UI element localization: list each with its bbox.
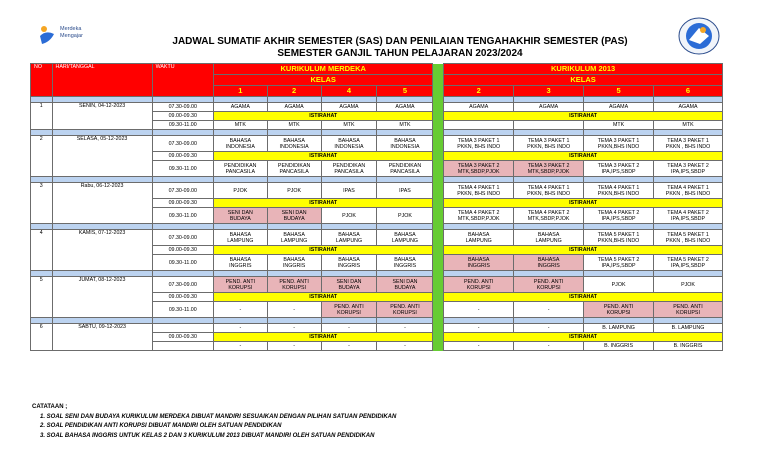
cell-line: BAHASA xyxy=(467,256,490,263)
schedule-cell xyxy=(267,161,321,177)
cell-line: IPA,IPS,SBDP xyxy=(601,215,636,222)
day-name: JUMAT, 08-12-2023 xyxy=(52,277,152,318)
cell-line: PEND. ANTI xyxy=(279,278,309,285)
schedule-cell: - xyxy=(213,324,267,333)
schedule-cell xyxy=(321,302,377,318)
kelas-number: 3 xyxy=(514,86,584,97)
cell-line: PKKN , BHS INDO xyxy=(665,143,711,150)
schedule-cell xyxy=(514,208,584,224)
day-name: SENIN, 04-12-2023 xyxy=(52,103,152,130)
cell-line: BUDAYA xyxy=(338,284,360,291)
schedule-cell xyxy=(321,255,377,271)
istirahat-label: ISTIRAHAT xyxy=(444,112,723,121)
time-slot: 07.30-09.00 xyxy=(152,183,213,199)
cell-line: TEMA 5 PAKET 1 xyxy=(597,231,640,238)
schedule-cell xyxy=(514,183,584,199)
schedule-cell xyxy=(377,161,433,177)
cell-line: BAHASA xyxy=(394,231,416,238)
divider xyxy=(433,112,444,121)
logo-text: Merdeka Mengajar xyxy=(60,26,83,39)
time-slot: 07.30-09.00 xyxy=(152,136,213,152)
schedule-cell: PJOK xyxy=(321,208,377,224)
schedule-cell xyxy=(584,302,654,318)
cell-line: LAMPUNG xyxy=(335,237,363,244)
cell-line: PKKN, BHS INDO xyxy=(527,143,571,150)
cell-line: PKKN, BHS INDO xyxy=(457,143,501,150)
time-slot xyxy=(152,324,213,333)
cell-line: KORUPSI xyxy=(228,284,253,291)
cell-line: INGGRIS xyxy=(337,262,361,269)
schedule-cell: IPAS xyxy=(377,183,433,199)
schedule-cell xyxy=(514,121,584,130)
header-kelas-2013: KELAS xyxy=(444,75,723,86)
schedule-cell: MTK xyxy=(213,121,267,130)
schedule-cell xyxy=(267,136,321,152)
schedule-cell: - xyxy=(321,342,377,351)
schedule-cell xyxy=(514,136,584,152)
time-slot: 09.00-09.30 xyxy=(152,293,213,302)
schedule-cell: PJOK xyxy=(213,183,267,199)
cell-line: INGGRIS xyxy=(229,262,252,269)
cell-line: TEMA 3 PAKET 2 xyxy=(527,162,570,169)
schedule-cell xyxy=(267,255,321,271)
cell-line: BAHASA xyxy=(537,256,560,263)
istirahat-label: ISTIRAHAT xyxy=(444,152,723,161)
divider xyxy=(433,246,444,255)
schedule-cell: - xyxy=(514,324,584,333)
schedule-cell xyxy=(514,230,584,246)
schedule-cell xyxy=(584,230,654,246)
cell-line: PEND. ANTI xyxy=(533,278,564,285)
istirahat-label: ISTIRAHAT xyxy=(213,152,433,161)
schedule-cell: - xyxy=(514,342,584,351)
cell-line: BAHASA xyxy=(338,256,360,263)
schedule-cell xyxy=(213,208,267,224)
kelas-number: 5 xyxy=(584,86,654,97)
time-slot: 07.30-09.00 xyxy=(152,230,213,246)
schedule-cell: MTK xyxy=(321,121,377,130)
divider xyxy=(433,136,444,152)
schedule-cell: B. INGGRIS xyxy=(654,342,723,351)
cell-line: MTK,SBDP,PJOK xyxy=(527,215,570,222)
schedule-cell xyxy=(584,183,654,199)
cell-line: INGGRIS xyxy=(282,262,306,269)
schedule-cell: PJOK xyxy=(267,183,321,199)
header-kurikulum-2013: KURIKULUM 2013 xyxy=(444,64,723,75)
schedule-cell xyxy=(654,183,723,199)
cell-line: IPA,IPS,SBDP xyxy=(601,262,636,269)
cell-line: TEMA 4 PAKET 2 xyxy=(457,209,500,216)
cell-line: KORUPSI xyxy=(676,309,700,316)
cell-line: KORUPSI xyxy=(536,284,561,291)
time-slot: 07.30-09.00 xyxy=(152,277,213,293)
schedule-table xyxy=(30,63,723,351)
cell-line: PENDIDIKAN xyxy=(277,162,311,169)
cell-line: IPA,IPS,SBDP xyxy=(601,168,636,175)
schedule-cell xyxy=(213,277,267,293)
cell-line: INGGRIS xyxy=(467,262,490,269)
cell-line: BAHASA xyxy=(338,231,360,238)
cell-line: PEND. ANTI xyxy=(334,303,364,310)
divider xyxy=(433,333,444,342)
kelas-number: 1 xyxy=(213,86,267,97)
cell-line: IPA,IPS,SBDP xyxy=(670,168,706,175)
cell-line: PENDIDIKAN xyxy=(332,162,366,169)
cell-line: BAHASA xyxy=(229,256,252,263)
cell-line: BUDAYA xyxy=(394,284,416,291)
cell-line: PEND. ANTI xyxy=(225,278,256,285)
kelas-number: 2 xyxy=(267,86,321,97)
divider xyxy=(433,302,444,318)
schedule-cell xyxy=(321,136,377,152)
divider xyxy=(433,199,444,208)
header-hari-tanggal: HARI/TANGGAL xyxy=(52,64,152,97)
day-number: 3 xyxy=(31,183,53,224)
schedule-cell xyxy=(321,230,377,246)
cell-line: BAHASA xyxy=(283,231,305,238)
schedule-cell xyxy=(444,230,514,246)
schedule-cell xyxy=(654,255,723,271)
schedule-row xyxy=(31,324,723,333)
schedule-cell xyxy=(444,277,514,293)
schedule-cell xyxy=(654,230,723,246)
schedule-cell xyxy=(444,161,514,177)
schedule-cell: MTK xyxy=(654,121,723,130)
time-slot: 09.00-09.30 xyxy=(152,199,213,208)
cell-line: PKKN,BHS INDO xyxy=(597,237,640,244)
cell-line: PEND. ANTI xyxy=(673,303,703,310)
schedule-cell: - xyxy=(213,342,267,351)
kelas-number: 2 xyxy=(444,86,514,97)
schedule-cell: PJOK xyxy=(377,208,433,224)
schedule-cell xyxy=(654,136,723,152)
schedule-cell xyxy=(377,302,433,318)
schedule-cell: AGAMA xyxy=(514,103,584,112)
schedule-row xyxy=(31,183,723,199)
cell-line: INDONESIA xyxy=(225,143,255,150)
header-waktu: WAKTU xyxy=(152,64,213,97)
cell-line: TEMA 4 PAKET 2 xyxy=(597,209,640,216)
schedule-cell xyxy=(444,136,514,152)
cell-line: MTK,SBDP,PJOK xyxy=(527,168,570,175)
cell-line: PKKN,BHS INDO xyxy=(597,190,640,197)
note-item: 3. SOAL BAHASA INGGRIS UNTUK KELAS 2 DAN 3 KURIKULUM 2013 DIBUAT MANDIRI OLEH SATUAN PENDIDIKAN xyxy=(40,432,375,439)
cell-line: TEMA 3 PAKET 2 xyxy=(597,162,640,169)
schedule-cell xyxy=(654,161,723,177)
schedule-cell: - xyxy=(514,302,584,318)
divider xyxy=(433,277,444,293)
istirahat-label: ISTIRAHAT xyxy=(444,333,723,342)
cell-line: TEMA 4 PAKET 2 xyxy=(667,209,709,216)
istirahat-label: ISTIRAHAT xyxy=(213,199,433,208)
schedule-cell: AGAMA xyxy=(444,103,514,112)
cell-line: BAHASA xyxy=(283,137,305,144)
cell-line: PANCASILA xyxy=(390,168,420,175)
cell-line: TEMA 5 PAKET 1 xyxy=(667,231,709,238)
cell-line: PKKN,BHS INDO xyxy=(597,143,640,150)
header-kurikulum-merdeka: KURIKULUM MERDEKA xyxy=(213,64,433,75)
time-slot: 09.30-11.00 xyxy=(152,208,213,224)
schedule-cell: AGAMA xyxy=(654,103,723,112)
schedule-cell xyxy=(444,121,514,130)
cell-line: SENI DAN xyxy=(227,209,253,216)
cell-line: IPA,IPS,SBDP xyxy=(670,215,706,222)
cell-line: LAMPUNG xyxy=(465,237,492,244)
schedule-row xyxy=(31,103,723,112)
cell-line: INDONESIA xyxy=(334,143,364,150)
cell-line: BUDAYA xyxy=(283,215,305,222)
schedule-cell xyxy=(377,277,433,293)
cell-line: BAHASA xyxy=(229,231,252,238)
time-slot: 09.00-09.30 xyxy=(152,333,213,342)
schedule-cell: AGAMA xyxy=(584,103,654,112)
schedule-cell xyxy=(654,208,723,224)
cell-line: SENI DAN xyxy=(336,278,362,285)
divider xyxy=(433,103,444,112)
schedule-cell xyxy=(213,230,267,246)
note-item: 1. SOAL SENI DAN BUDAYA KURIKULUM MERDEKA DIBUAT MANDIRI SESUAIKAN DENGAN PILIHAN SATUAN PENDIDIKAN xyxy=(40,413,397,420)
schedule-cell: AGAMA xyxy=(213,103,267,112)
schedule-cell: IPAS xyxy=(321,183,377,199)
schedule-cell: PJOK xyxy=(654,277,723,293)
cell-line: INGGRIS xyxy=(537,262,560,269)
cell-line: TEMA 5 PAKET 2 xyxy=(667,256,709,263)
schedule-cell xyxy=(213,255,267,271)
day-number: 1 xyxy=(31,103,53,130)
istirahat-label: ISTIRAHAT xyxy=(213,293,433,302)
kelas-number: 4 xyxy=(321,86,377,97)
schedule-cell: MTK xyxy=(377,121,433,130)
cell-line: LAMPUNG xyxy=(391,237,419,244)
istirahat-label: ISTIRAHAT xyxy=(213,246,433,255)
schedule-cell: - xyxy=(444,324,514,333)
schedule-cell: - xyxy=(267,302,321,318)
schedule-cell xyxy=(267,230,321,246)
divider xyxy=(433,230,444,246)
schedule-cell xyxy=(514,277,584,293)
schedule-cell: MTK xyxy=(267,121,321,130)
page-title: JADWAL SUMATIF AKHIR SEMESTER (SAS) DAN PENILAIAN TENGAHAKHIR SEMESTER (PAS) xyxy=(172,36,628,47)
day-name: Rabu, 06-12-2023 xyxy=(52,183,152,224)
cell-line: INDONESIA xyxy=(390,143,420,150)
divider xyxy=(433,293,444,302)
cell-line: KORUPSI xyxy=(466,284,491,291)
cell-line: TEMA 3 PAKET 2 xyxy=(457,162,500,169)
cell-line: PKKN, BHS INDO xyxy=(527,190,571,197)
istirahat-label: ISTIRAHAT xyxy=(444,246,723,255)
time-slot: 07.30-09.00 xyxy=(152,103,213,112)
cell-line: TEMA 4 PAKET 2 xyxy=(527,209,570,216)
day-name: SELASA, 05-12-2023 xyxy=(52,136,152,177)
cell-line: PANCASILA xyxy=(279,168,309,175)
cell-line: KORUPSI xyxy=(393,309,417,316)
schedule-cell: MTK xyxy=(584,121,654,130)
cell-line: MTK,SBDP,PJOK xyxy=(457,215,500,222)
schedule-row xyxy=(31,277,723,293)
time-slot: 09.30-11.00 xyxy=(152,255,213,271)
schedule-cell xyxy=(377,255,433,271)
schedule-cell: - xyxy=(444,302,514,318)
istirahat-label: ISTIRAHAT xyxy=(444,293,723,302)
cell-line: BAHASA xyxy=(338,137,360,144)
schedule-cell: - xyxy=(267,324,321,333)
kelas-number: 6 xyxy=(654,86,723,97)
day-number: 6 xyxy=(31,324,53,351)
schedule-cell: - xyxy=(321,324,377,333)
schedule-cell xyxy=(514,161,584,177)
schedule-row xyxy=(31,230,723,246)
divider xyxy=(433,183,444,199)
time-slot: 09.30-11.00 xyxy=(152,302,213,318)
cell-line: TEMA 5 PAKET 2 xyxy=(597,256,640,263)
cell-line: LAMPUNG xyxy=(227,237,254,244)
cell-line: KORUPSI xyxy=(606,309,631,316)
header-kelas-merdeka: KELAS xyxy=(213,75,433,86)
note-item: 2. SOAL PENDIDIKAN ANTI KORUPSI DIBUAT MANDIRI OLEH SATUAN PENDIDIKAN xyxy=(40,423,282,429)
time-slot: 09.00-09.30 xyxy=(152,246,213,255)
header-no: NO xyxy=(31,64,53,97)
schedule-cell xyxy=(584,208,654,224)
cell-line: BAHASA xyxy=(394,137,416,144)
cell-line: TEMA 3 PAKET 1 xyxy=(527,137,570,144)
schedule-row xyxy=(31,136,723,152)
day-name: SABTU, 09-12-2023 xyxy=(52,324,152,351)
schedule-cell xyxy=(654,302,723,318)
divider xyxy=(433,121,444,130)
time-slot: 09.00-09.30 xyxy=(152,112,213,121)
schedule-cell: AGAMA xyxy=(267,103,321,112)
schedule-cell xyxy=(584,161,654,177)
page-subtitle: SEMESTER GANJIL TAHUN PELAJARAN 2023/2024 xyxy=(277,48,523,59)
schedule-cell xyxy=(267,208,321,224)
cell-line: PKKN, BHS INDO xyxy=(457,190,501,197)
divider xyxy=(433,342,444,351)
schedule-cell xyxy=(444,208,514,224)
schedule-cell xyxy=(321,277,377,293)
cell-line: MTK,SBDP,PJOK xyxy=(457,168,500,175)
day-number: 2 xyxy=(31,136,53,177)
schedule-cell: B. LAMPUNG xyxy=(584,324,654,333)
schedule-cell xyxy=(584,255,654,271)
kelas-number: 5 xyxy=(377,86,433,97)
cell-line: IPA,IPS,SBDP xyxy=(670,262,706,269)
schedule-cell xyxy=(444,255,514,271)
time-slot: 09.00-09.30 xyxy=(152,152,213,161)
cell-line: PEND. ANTI xyxy=(603,303,634,310)
schedule-cell xyxy=(377,136,433,152)
schedule-cell: AGAMA xyxy=(321,103,377,112)
schedule-cell xyxy=(584,136,654,152)
time-slot: 09.30-11.00 xyxy=(152,121,213,130)
kurikulum-merdeka-emblem-icon xyxy=(676,16,722,56)
notes-label: CATATAAN ; xyxy=(32,404,68,410)
schedule-cell: - xyxy=(267,342,321,351)
cell-line: TEMA 4 PAKET 1 xyxy=(457,184,500,191)
cell-line: TEMA 3 PAKET 1 xyxy=(667,137,709,144)
cell-line: TEMA 4 PAKET 1 xyxy=(527,184,570,191)
divider xyxy=(433,255,444,271)
istirahat-label: ISTIRAHAT xyxy=(213,333,433,342)
time-slot xyxy=(152,342,213,351)
cell-line: LAMPUNG xyxy=(281,237,308,244)
cell-line: KORUPSI xyxy=(282,284,307,291)
schedule-cell: - xyxy=(213,302,267,318)
cell-line: INGGRIS xyxy=(393,262,417,269)
cell-line: TEMA 3 PAKET 2 xyxy=(667,162,709,169)
schedule-cell: - xyxy=(377,342,433,351)
cell-line: PENDIDIKAN xyxy=(388,162,422,169)
cell-line: BAHASA xyxy=(229,137,252,144)
schedule-cell xyxy=(377,230,433,246)
cell-line: BAHASA xyxy=(467,231,490,238)
divider xyxy=(433,161,444,177)
schedule-cell xyxy=(514,255,584,271)
cell-line: PEND. ANTI xyxy=(390,303,420,310)
cell-line: BAHASA xyxy=(394,256,416,263)
merdeka-mengajar-logo xyxy=(38,24,108,46)
time-slot: 09.30-11.00 xyxy=(152,161,213,177)
schedule-cell: B. LAMPUNG xyxy=(654,324,723,333)
cell-line: BAHASA xyxy=(283,256,305,263)
cell-line: PANCASILA xyxy=(334,168,364,175)
cell-line: TEMA 4 PAKET 1 xyxy=(597,184,640,191)
cell-line: PKKN , BHS INDO xyxy=(665,190,711,197)
notes-section xyxy=(32,403,396,441)
divider xyxy=(433,152,444,161)
schedule-cell xyxy=(321,161,377,177)
schedule-cell: - xyxy=(377,324,433,333)
day-name: KAMIS, 07-12-2023 xyxy=(52,230,152,271)
cell-line: LAMPUNG xyxy=(535,237,562,244)
divider xyxy=(433,324,444,333)
cell-line: BAHASA xyxy=(537,231,560,238)
cell-line: TEMA 3 PAKET 1 xyxy=(597,137,640,144)
cell-line: BUDAYA xyxy=(229,215,251,222)
cell-line: PEND. ANTI xyxy=(463,278,494,285)
merdeka-logo-icon xyxy=(38,24,58,46)
cell-line: SENI DAN xyxy=(281,209,307,216)
schedule-cell: AGAMA xyxy=(377,103,433,112)
cell-line: PKKN , BHS INDO xyxy=(665,237,711,244)
cell-line: PENDIDIKAN xyxy=(224,162,257,169)
istirahat-label: ISTIRAHAT xyxy=(213,112,433,121)
divider xyxy=(433,208,444,224)
cell-line: TEMA 3 PAKET 1 xyxy=(457,137,500,144)
schedule-cell: B. INGGRIS xyxy=(584,342,654,351)
schedule-cell: - xyxy=(444,342,514,351)
cell-line: INDONESIA xyxy=(279,143,309,150)
header-row-1 xyxy=(31,64,723,75)
cell-line: TEMA 4 PAKET 1 xyxy=(667,184,709,191)
cell-line: SENI DAN xyxy=(392,278,418,285)
cell-line: KORUPSI xyxy=(337,309,361,316)
cell-line: PANCASILA xyxy=(225,168,255,175)
divider xyxy=(433,64,444,97)
schedule-cell xyxy=(444,183,514,199)
schedule-cell: PJOK xyxy=(584,277,654,293)
istirahat-label: ISTIRAHAT xyxy=(444,199,723,208)
schedule-cell xyxy=(213,161,267,177)
schedule-cell xyxy=(267,277,321,293)
day-number: 5 xyxy=(31,277,53,318)
schedule-cell xyxy=(213,136,267,152)
day-number: 4 xyxy=(31,230,53,271)
